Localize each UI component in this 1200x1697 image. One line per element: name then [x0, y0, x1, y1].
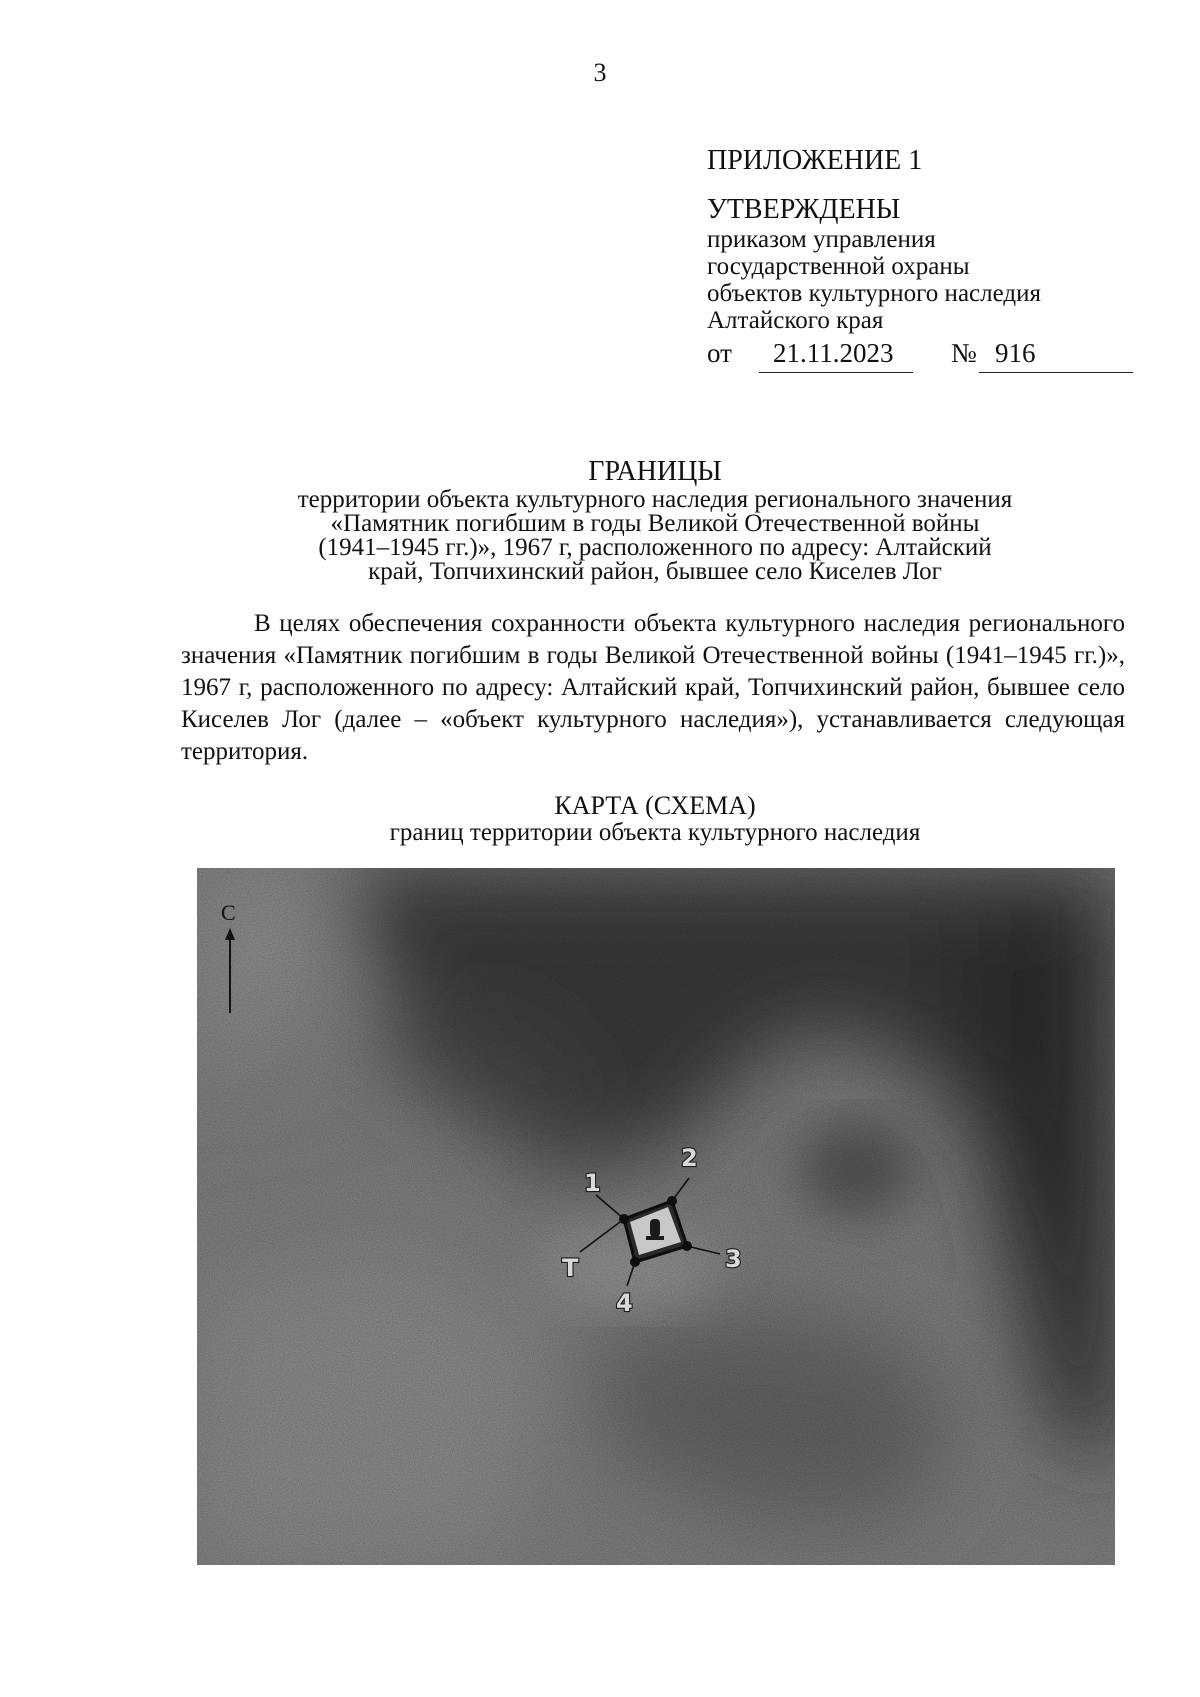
number-underline — [979, 372, 1133, 373]
page-number: 3 — [593, 58, 607, 87]
map-image — [197, 868, 1115, 1565]
order-line-3: объектов культурного наследия — [707, 280, 1041, 307]
order-date: 21.11.2023 — [773, 338, 894, 368]
order-number: 916 — [995, 338, 1036, 368]
point-label-2: 2 — [681, 1144, 698, 1172]
date-prefix: от — [707, 338, 732, 368]
boundary-point-1 — [619, 1214, 629, 1224]
order-line-4: Алтайского края — [707, 307, 884, 334]
approval-block — [707, 145, 1147, 378]
map-subtitle: границ территории объекта культурного наследия — [389, 819, 921, 846]
point-label-1: 1 — [584, 1169, 601, 1197]
document-title — [0, 456, 1200, 584]
map-heading — [0, 791, 1200, 846]
date-underline — [759, 372, 913, 373]
title-heading: ГРАНИЦЫ — [588, 456, 722, 487]
point-label-3: 3 — [725, 1245, 742, 1273]
appendix-label: ПРИЛОЖЕНИЕ 1 — [707, 145, 923, 176]
number-prefix: № — [951, 338, 977, 368]
boundary-point-2 — [667, 1196, 677, 1206]
boundary-point-4 — [630, 1257, 640, 1267]
boundary-point-3 — [682, 1241, 692, 1251]
title-line-3: (1941–1945 гг.)», 1967 г, расположенного по адресу: Алтайский — [318, 534, 992, 561]
north-label: С — [221, 900, 236, 925]
point-label-4: 4 — [616, 1289, 633, 1317]
order-date-row — [707, 338, 1147, 378]
title-line-2: «Памятник погибшим в годы Великой Отечественной войны — [330, 510, 980, 537]
approved-label: УТВЕРЖДЕНЫ — [707, 194, 901, 225]
map-scheme — [197, 868, 1115, 1565]
title-line-1: территории объекта культурного наследия регионального значения — [297, 486, 1013, 513]
title-line-4: край, Топчихинский район, бывшее село Киселев Лог — [368, 558, 942, 585]
order-line-2: государственной охраны — [707, 253, 970, 280]
map-title: КАРТА (СХЕМА) — [554, 791, 756, 820]
order-line-1: приказом управления — [707, 226, 936, 253]
body-paragraph: В целях обеспечения сохранности объекта культурного наследия регионального значения «Памятник погибшим в годы Великой Отечественной войны (1941–1945 гг.)», 1967 г, расположенного по адресу: Алтайский край, Топчихинский район, бывшее село Киселев Лог (далее – «объект культурного наследия»), устанавливается следующая территория. — [181, 610, 1125, 765]
point-label-t: T — [562, 1254, 579, 1282]
